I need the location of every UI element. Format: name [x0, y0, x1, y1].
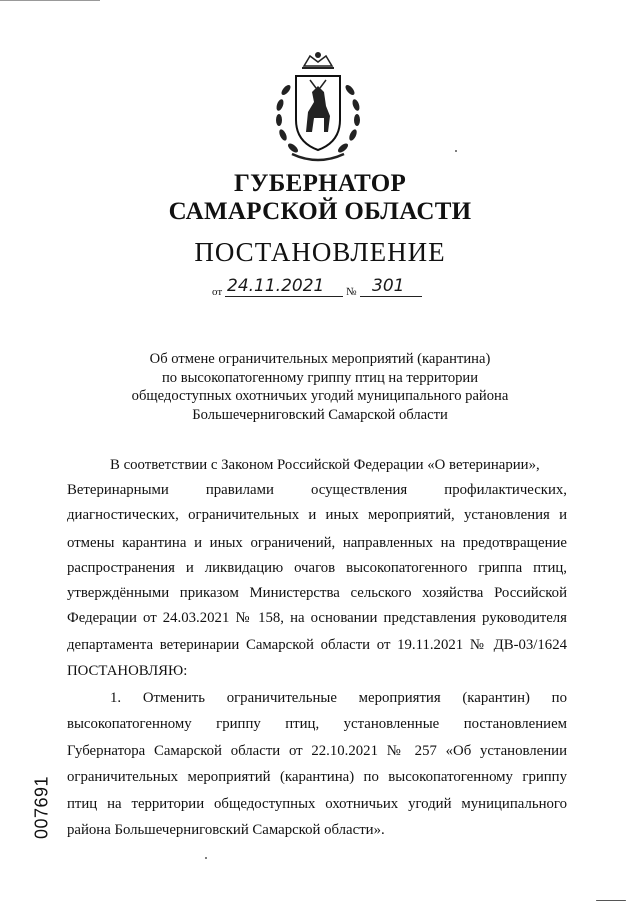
document-type-heading: ПОСТАНОВЛЕНИЕ: [194, 237, 446, 267]
scan-edge-mark: [0, 0, 100, 3]
body-line: высокопатогенному гриппу птиц, установленные постановлением: [67, 716, 567, 732]
body-line: распространения и ликвидацию очагов высокопатогенного гриппа птиц,: [67, 560, 567, 576]
number-prefix: №: [346, 286, 357, 298]
subject-line: общедоступных охотничьих угодий муниципального района: [131, 388, 509, 404]
date-underline: [225, 296, 343, 298]
body-line: Федерации от 24.03.2021 № 158, на основании представления руководителя: [67, 610, 567, 626]
serial-stamp: [32, 772, 52, 842]
subject-line: Большечерниговский Самарской области: [192, 406, 448, 423]
document-subject: [120, 350, 520, 424]
date-prefix: от: [212, 286, 223, 298]
subject-line: по высокопатогенному гриппу птиц на территории: [161, 369, 479, 386]
body-line: В соответствии с Законом Российской Федерации «О ветеринарии»,: [110, 457, 540, 473]
date-number-line: [212, 278, 432, 300]
body-line: 1. Отменить ограничительные мероприятия (карантин) по: [110, 690, 567, 706]
body-line: диагностических, ограничительных и иных мероприятий, установления и: [67, 507, 567, 523]
region-title: САМАРСКОЙ ОБЛАСТИ: [168, 198, 472, 225]
scan-speck: [205, 857, 207, 859]
governor-title: ГУБЕРНАТОР: [233, 170, 407, 197]
body-line: департамента ветеринарии Самарской области от 19.11.2021 № ДВ-03/1624: [67, 637, 567, 653]
serial-number: 007691: [31, 775, 52, 840]
body-line: ограничительных мероприятий (карантина) по высокопатогенному гриппу: [67, 769, 567, 785]
body-line: отмены карантина и иных ограничений, направленных на предотвращение: [67, 535, 567, 551]
body-line: птиц на территории общедоступных охотничьих угодий муниципального: [67, 796, 567, 812]
body-line: Ветеринарными правилами осуществления профилактических,: [67, 482, 567, 498]
handwritten-date: 24.11.2021: [227, 276, 325, 296]
body-line: района Большечерниговский Самарской области».: [67, 822, 385, 838]
handwritten-number: 301: [372, 276, 405, 296]
subject-line: Об отмене ограничительных мероприятий (карантина): [149, 351, 491, 367]
coat-of-arms-emblem: [266, 50, 370, 168]
scan-speck: [455, 150, 457, 152]
scan-speck: [596, 900, 626, 901]
number-underline: [360, 296, 422, 298]
decree-keyword: ПОСТАНОВЛЯЮ:: [67, 663, 188, 679]
body-line: Губернатора Самарской области от 22.10.2021 № 257 «Об установлении: [67, 743, 567, 759]
body-line: утверждёнными приказом Министерства сельского хозяйства Российской: [67, 585, 567, 601]
